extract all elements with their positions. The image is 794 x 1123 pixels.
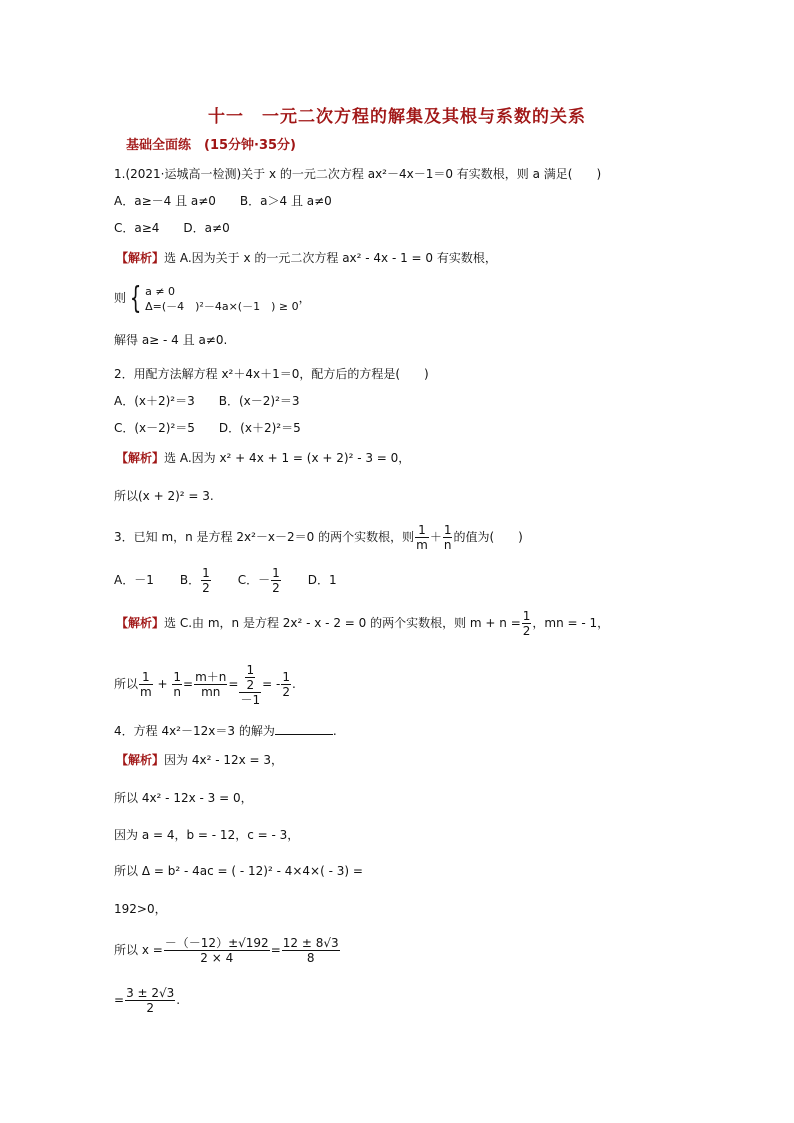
brace-glyph: { — [129, 280, 142, 316]
q4-solution-line2: 所以 4x² - 12x - 3 = 0， — [114, 791, 253, 805]
q3-solution-line2: 所以 $\frac{1}{m}$ + $\frac{1}{n}$ = $\frac{m+n}{mn}$ = $\frac{\frac{1}{2}}{-1}$ = - $\frac{1}{2}$ . — [114, 662, 296, 707]
q3-solution-line1: 【解析】选 C.由 m，n 是方程 2x² - x - 2 = 0 的两个实数根，则 m + n = $\frac{1}{2}$ ，mn = - 1， — [116, 609, 610, 638]
fraction-1-over-n: $\frac{1}{n}$ — [443, 523, 452, 552]
quadratic-formula-fraction: $\frac{-(-12)\pm√192}{2 \times 4}$ — [164, 936, 269, 965]
analysis-tag: 【解析】 — [116, 251, 165, 265]
q1-options-ab: A．a≥－4 且 a≠0 B．a＞4 且 a≠0 — [114, 194, 332, 208]
q1-solution-line1: 【解析】选 A.因为关于 x 的一元二次方程 ax² - 4x - 1 = 0 有实数根， — [116, 251, 497, 265]
fraction-one-half: $\frac{1}{2}$ — [522, 609, 531, 638]
page-title: 十一 一元二次方程的解集及其根与系数的关系 — [208, 107, 586, 127]
q4-solution-line6: 所以 x = $\frac{-(-12)\pm√192}{2 \times 4}$ = $\frac{12 \pm 8√3}{8}$ — [114, 936, 339, 965]
q2-options-cd: C．(x－2)²＝5 D．(x＋2)²＝5 — [114, 421, 301, 435]
q3-options: A．－1 B． $\frac{1}{2}$ C．－ $\frac{1}{2}$ D．1 — [114, 566, 337, 595]
q4-solution-line3: 因为 a = 4，b = - 12，c = - 3， — [114, 828, 300, 842]
q2-stem: 2．用配方法解方程 x²＋4x＋1＝0，配方后的方程是( ) — [114, 367, 429, 381]
fraction-one-half: $\frac{1}{2}$ — [272, 566, 280, 595]
final-answer-fraction: $\frac{3 \pm 2√3}{2}$ — [126, 986, 175, 1015]
q2-solution-line1: 【解析】选 A.因为 x² + 4x + 1 = (x + 2)² - 3 = 0， — [116, 451, 411, 465]
q4-solution-line1: 【解析】因为 4x² - 12x = 3， — [116, 753, 284, 767]
analysis-tag: 【解析】 — [116, 451, 165, 465]
section-heading: 基础全面练 (15分钟·35分) — [126, 138, 297, 153]
q1-stem: 1.(2021·运城高一检测)关于 x 的一元二次方程 ax²－4x－1＝0 有实数根，则 a 满足( ) — [114, 167, 602, 181]
equation-system: a ≠ 0 Δ=(－4 )²－4a×(－1 ) ≥ 0 — [145, 284, 299, 313]
compound-fraction: $\frac{\frac{1}{2}}{-1}$ — [240, 662, 261, 707]
analysis-tag: 【解析】 — [116, 753, 165, 767]
q4-stem: 4．方程 4x²－12x＝3 的解为 . — [114, 724, 337, 738]
answer-blank[interactable] — [275, 722, 333, 735]
analysis-tag: 【解析】 — [116, 616, 165, 630]
q2-options-ab: A．(x＋2)²＝3 B．(x－2)²＝3 — [114, 394, 300, 408]
simplified-fraction: $\frac{12 \pm 8√3}{8}$ — [282, 936, 339, 965]
q4-solution-line5: 192>0， — [114, 902, 167, 916]
q4-solution-line7: = $\frac{3 \pm 2√3}{2}$ . — [114, 986, 181, 1015]
fraction-1-over-m: $\frac{1}{m}$ — [416, 523, 428, 552]
q3-stem: 3．已知 m，n 是方程 2x²－x－2＝0 的两个实数根，则 $\frac{1}{m}$ ＋ $\frac{1}{n}$ 的值为( ) — [114, 523, 523, 552]
q4-solution-line4: 所以 Δ = b² - 4ac = ( - 12)² - 4×4×( - 3) = — [114, 864, 363, 878]
q1-solution-system: 则 { a ≠ 0 Δ=(－4 )²－4a×(－1 ) ≥ 0 ， — [114, 280, 311, 316]
q2-solution-line2: 所以(x + 2)² = 3. — [114, 489, 214, 503]
fraction-sum-over-product: $\frac{m+n}{mn}$ — [195, 670, 227, 699]
fraction-one-half: $\frac{1}{2}$ — [202, 566, 210, 595]
q1-options-cd: C．a≥4 D．a≠0 — [114, 221, 230, 235]
q1-solution-line3: 解得 a≥ - 4 且 a≠0. — [114, 333, 228, 347]
